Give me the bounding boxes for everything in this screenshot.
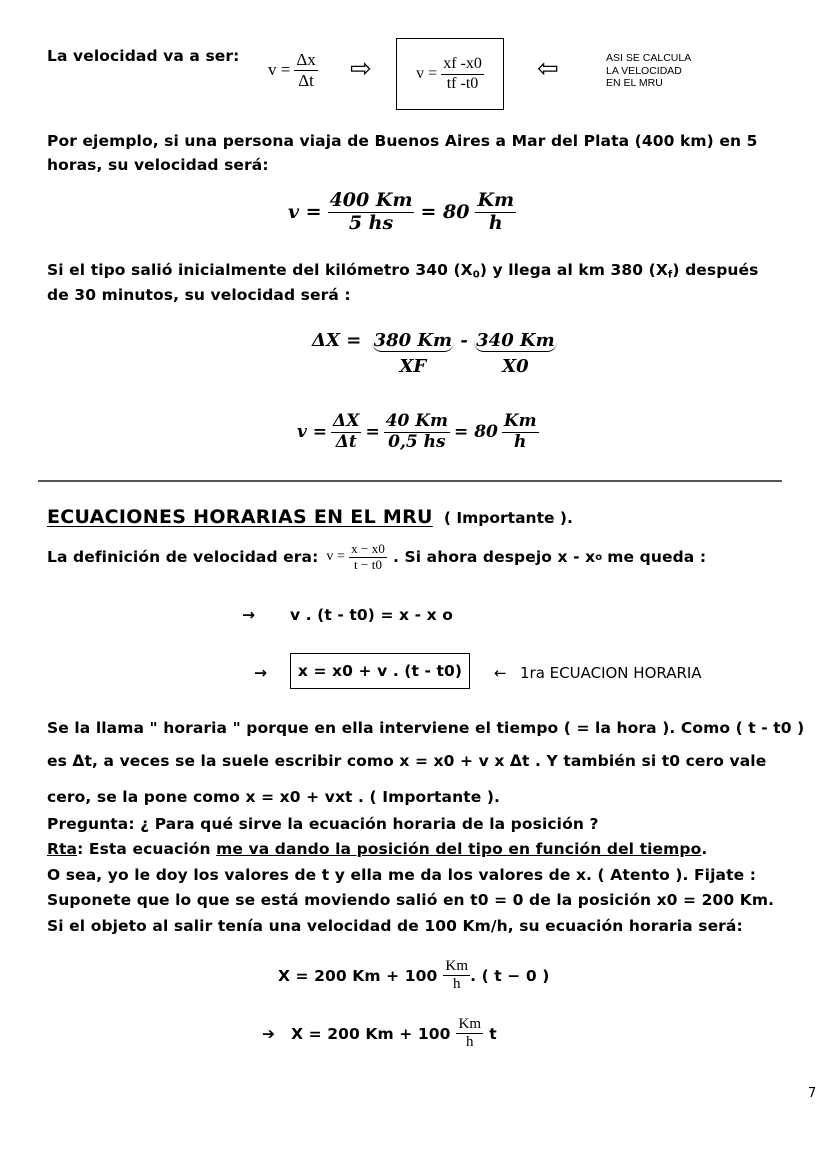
- example2-line1: [47, 261, 759, 281]
- def-num: x − x0: [351, 541, 386, 556]
- p2-b: t0: [661, 752, 681, 770]
- hand-eq: = 80: [420, 201, 470, 224]
- x0-subscript: 0: [472, 269, 480, 281]
- box-fraction: [441, 55, 484, 93]
- section-heading: [47, 506, 573, 528]
- paragraph-3: cero, se la pone como x = x0 + vxt . ( Importante ).: [47, 788, 501, 806]
- hand-v: v =: [288, 201, 322, 224]
- paragraph-2: [47, 752, 766, 770]
- arrow-left-icon: ⇦: [537, 54, 559, 84]
- example2-line2: de 30 minutos, su velocidad será :: [47, 286, 351, 304]
- x0-group: [474, 330, 557, 377]
- hv-unit: [502, 412, 539, 452]
- fe1-num: Km: [443, 958, 470, 976]
- arrow-2: →: [254, 664, 268, 682]
- section-divider: [38, 480, 782, 482]
- velocity-formula: [268, 50, 318, 90]
- p5-c: .: [701, 840, 708, 858]
- example2-line1-e: ) después: [672, 261, 759, 279]
- hv-f2-num: 40 Km: [385, 411, 449, 431]
- hv-v: v =: [297, 422, 328, 443]
- fe2-b: t: [489, 1024, 497, 1043]
- x0-label: X0: [502, 356, 529, 377]
- example1-handwritten-formula: [288, 190, 516, 235]
- def-b-sub: o: [595, 551, 603, 563]
- paragraph-4: Pregunta: ¿ Para qué sirve la ecuación horaria de la posición ?: [47, 815, 599, 833]
- xf-label: XF: [399, 356, 427, 377]
- first-equation-arrow: ←: [494, 664, 507, 682]
- section-title: ECUACIONES HORARIAS EN EL MRU: [47, 506, 433, 528]
- hv-eq: =: [365, 422, 380, 443]
- box-denominator: tf -t0: [446, 74, 479, 92]
- hv-eq2: = 80: [454, 422, 498, 443]
- def-fraction: [349, 542, 387, 573]
- hand-num: 400 Km: [329, 189, 413, 211]
- fe2-den: h: [466, 1034, 474, 1051]
- x0-value: 340 Km: [476, 330, 555, 351]
- fe1-den: h: [452, 976, 461, 993]
- final-equation-1: [278, 958, 549, 994]
- fe2-num: Km: [456, 1016, 483, 1034]
- fe1-b: . ( t − 0 ): [470, 966, 550, 985]
- rta-label: Rta: [47, 840, 78, 858]
- hand-den: 5 hs: [348, 211, 394, 234]
- first-equation-label: 1ra ECUACION HORARIA: [520, 664, 702, 682]
- velocity-fraction: [294, 50, 317, 90]
- delta-x-handwritten: [312, 330, 557, 377]
- xf-group: [372, 330, 455, 377]
- fe1-fraction: [443, 958, 470, 994]
- hv-unit-num: Km: [503, 411, 537, 431]
- def-v: v =: [326, 549, 346, 565]
- box-numerator: xf -x0: [441, 55, 484, 74]
- example2-line1-a: Si el tipo salió inicialmente del kilómetro 340 (X: [47, 261, 473, 279]
- page-number: 7: [808, 1086, 817, 1101]
- hv-f1-den: Δt: [335, 431, 357, 452]
- fe1-a: X = 200 Km + 100: [278, 966, 438, 985]
- final-equation-2: [262, 1016, 497, 1052]
- def-b: . Si ahora despejo x - x: [393, 548, 596, 567]
- velocity-symbol: v =: [268, 60, 291, 80]
- p2-a: es Δt, a veces se la suele escribir como x = x0 + v x Δt . Y también si: [47, 752, 657, 770]
- hand-unit-den: h: [488, 211, 503, 234]
- p5-b: me va dando la posición del tipo en función del tiempo: [216, 840, 702, 858]
- minus-sign: -: [460, 330, 468, 351]
- equation-1: v . (t - t0) = x - x o: [290, 606, 454, 624]
- hv-f2-den: 0,5 hs: [388, 431, 446, 452]
- hv-f1: [331, 412, 361, 452]
- section-title-note: ( Importante ).: [443, 509, 573, 527]
- first-equation-box: x = x0 + v . (t - t0): [290, 653, 470, 689]
- velocity-formula-box: [396, 38, 504, 110]
- xf-value: 380 Km: [373, 330, 453, 351]
- example2-line1-c: ) y llega al km 380 (X: [479, 261, 668, 279]
- dx-lhs: ΔX =: [312, 330, 362, 351]
- example1-line1: Por ejemplo, si una persona viaja de Buenos Aires a Mar del Plata (400 km) en 5: [47, 132, 758, 150]
- arrow-1: →: [242, 606, 256, 624]
- hand-unit-num: Km: [477, 189, 515, 211]
- arrow-right-icon: ⇨: [350, 54, 372, 84]
- final-arrow-icon: ➔: [262, 1024, 276, 1043]
- paragraph-6: O sea, yo le doy los valores de t y ella me da los valores de x. ( Atento ). Fijate :: [47, 866, 756, 884]
- p2-c: cero vale: [685, 752, 767, 770]
- definition-line: [47, 542, 706, 573]
- paragraph-7: Suponete que lo que se está moviendo salió en t0 = 0 de la posición x0 = 200 Km.: [47, 891, 775, 909]
- hv-f1-num: ΔX: [333, 411, 360, 431]
- xf-subscript: f: [667, 269, 673, 281]
- mru-note-line: ASI SE CALCULA: [606, 52, 692, 64]
- p5-a: : Esta ecuación: [77, 840, 211, 858]
- hv-f2: [384, 412, 450, 452]
- hand-fraction: [328, 190, 415, 235]
- fe2-a: X = 200 Km + 100: [291, 1024, 451, 1043]
- mru-note: [606, 52, 691, 90]
- fe2-fraction: [456, 1016, 483, 1052]
- delta-t: Δt: [298, 70, 314, 90]
- mru-note-line: LA VELOCIDAD: [606, 64, 682, 77]
- delta-x: Δx: [296, 50, 316, 69]
- paragraph-8: Si el objeto al salir tenía una velocidad de 100 Km/h, su ecuación horaria será:: [47, 917, 743, 935]
- def-c: me queda :: [607, 548, 707, 567]
- velocity-handwritten: [297, 412, 539, 452]
- box-v-symbol: v =: [416, 65, 438, 82]
- paragraph-5: [47, 840, 707, 858]
- def-a: La definición de velocidad era:: [47, 548, 319, 567]
- hand-unit: [475, 190, 516, 235]
- example1-line2: horas, su velocidad será:: [47, 156, 269, 174]
- def-den: t − t0: [353, 556, 383, 572]
- velocity-intro-label: La velocidad va a ser:: [47, 47, 240, 65]
- hv-unit-den: h: [514, 431, 527, 452]
- paragraph-1: Se la llama " horaria " porque en ella interviene el tiempo ( = la hora ). Como ( t - t0 ): [47, 719, 805, 737]
- mru-note-line: EN EL MRU: [606, 77, 663, 89]
